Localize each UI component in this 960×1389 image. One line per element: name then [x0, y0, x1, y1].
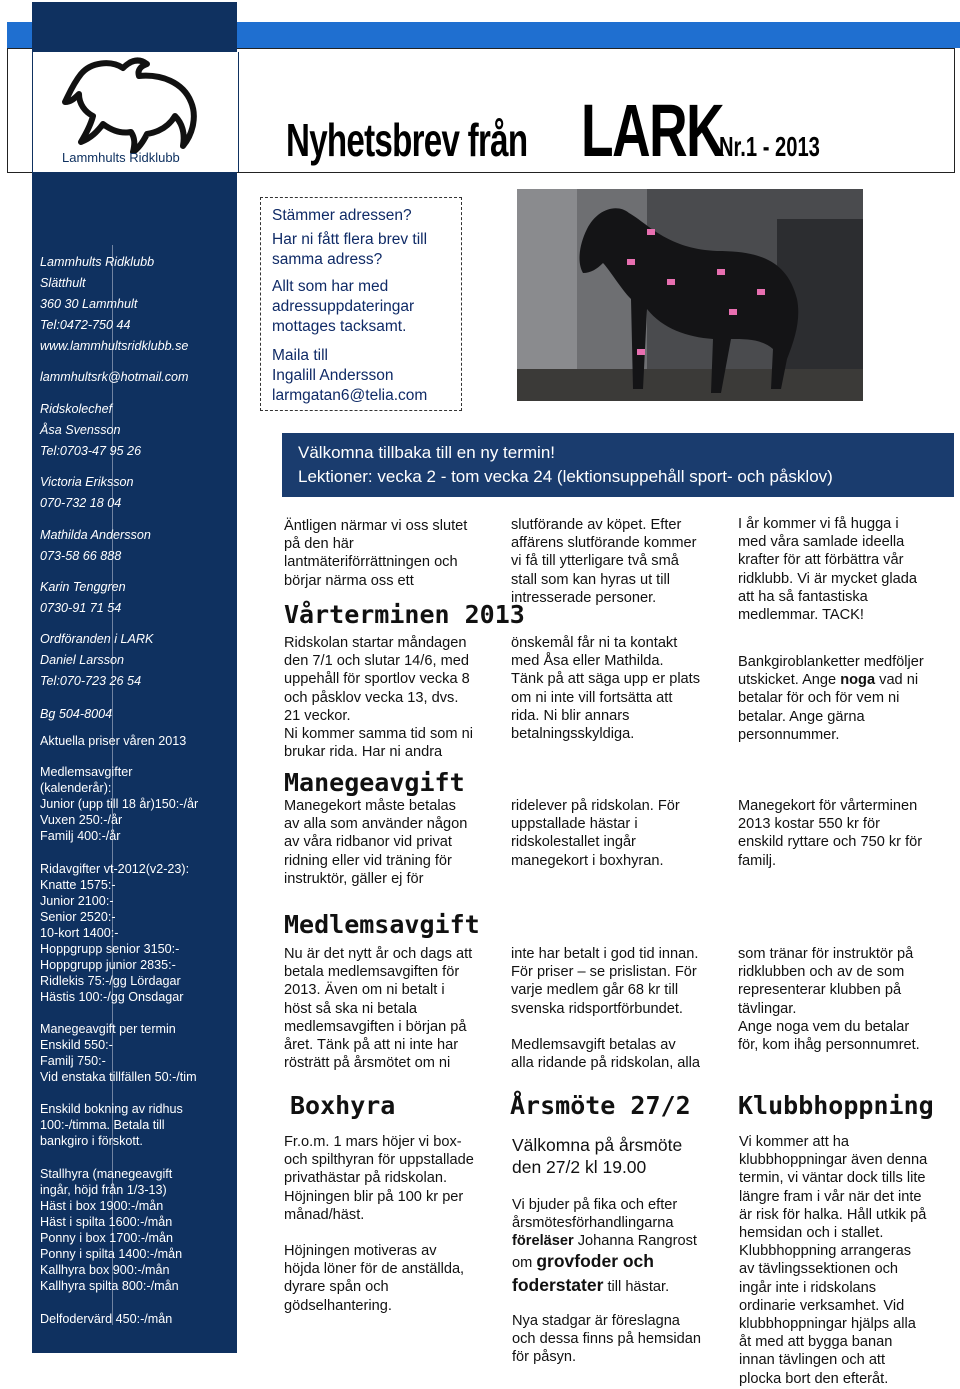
sidebar-manege-prices: [40, 1021, 197, 1085]
sidebar-line: Ordföranden i LARK: [40, 632, 154, 646]
address-line: Ingalill Andersson: [272, 367, 394, 384]
text-line: affärens slutförande kommer: [511, 535, 697, 552]
sidebar-line: Kallhyra box 900:-/mån: [40, 1263, 170, 1277]
text-line: krafter för att förbättra vår: [738, 552, 904, 569]
text-line: vi få till ytterligare två små: [511, 553, 679, 570]
sidebar-booking: [40, 1101, 183, 1149]
horse-logo-icon: [51, 54, 211, 154]
text-line: önskemål får ni ta kontakt: [511, 635, 678, 651]
text-line: som tränar för instruktör på: [738, 946, 914, 962]
sidebar-line: Ridlekis 75:-/gg Lördagar: [40, 974, 181, 988]
address-line: Har ni fått flera brev till: [272, 231, 428, 248]
text-line: av våra ridbanor vid privat: [284, 834, 452, 851]
section-heading-arsmote: Årsmöte 27/2: [510, 1091, 691, 1120]
text-bold: föreläser: [512, 1233, 574, 1250]
text-span: Johanna Rangrost: [573, 1233, 697, 1250]
medlemsavgift-col2: [511, 945, 700, 1072]
sidebar-line: Slätthult: [40, 276, 86, 290]
klubbhoppning-text: [739, 1133, 927, 1388]
text-line: om ni inte vill fortsätta att: [511, 689, 673, 706]
sidebar-website-link[interactable]: www.lammhultsridklubb.se: [40, 339, 189, 353]
section-heading-klubbhoppning: Klubbhoppning: [738, 1091, 934, 1120]
sidebar-line: Enskild bokning av ridhus: [40, 1102, 183, 1116]
text-span: utskicket. Ange: [738, 672, 841, 689]
sidebar-line: Junior 2100:-: [40, 894, 114, 908]
text-line: Välkomna på årsmöte: [512, 1135, 683, 1155]
sidebar-line: Vid enstaka tillfällen 50:-/tim: [40, 1070, 197, 1084]
text-line: Vi kommer att ha: [739, 1134, 850, 1150]
sidebar-bankgiro: Bg 504-8004: [40, 707, 113, 721]
address-line: samma adress?: [272, 251, 383, 268]
section-heading-boxhyra: Boxhyra: [290, 1091, 396, 1120]
sidebar-line: Knatte 1575:-: [40, 878, 116, 892]
text-line: betalar. Ange gärna: [738, 708, 865, 725]
page-title: [286, 88, 859, 172]
text-line: Vi bjuder på fika och efter: [512, 1197, 678, 1213]
text-line: Nu är det nytt år och dags att: [284, 946, 473, 962]
intro-col3: [738, 515, 917, 624]
text-line: Fr.o.m. 1 mars höjer vi box-: [284, 1134, 462, 1150]
sidebar-line: Victoria Eriksson: [40, 475, 134, 489]
sidebar-line: Manegeavgift per termin: [40, 1022, 176, 1036]
text-line: slutförande av köpet. Efter: [511, 517, 682, 533]
text-line: innan tävlingen och att: [739, 1352, 886, 1369]
text-line: dyrare spån och: [284, 1279, 389, 1296]
medlemsavgift-col1: [284, 945, 472, 1072]
text-line: I år kommer vi få hugga i: [738, 516, 899, 532]
text-line: med Åsa eller Mathilda.: [511, 653, 664, 670]
text-line: Ni kommer samma tid som ni: [284, 726, 473, 743]
sidebar-line: Familj 750:-: [40, 1054, 106, 1068]
varterminen-col2: [511, 634, 700, 743]
text-line: manegekort i boxhyran.: [511, 852, 664, 869]
text-line: året. Tänk på att ni inte har: [284, 1037, 459, 1054]
text-line: privathästar på ridskolan.: [284, 1170, 448, 1187]
text-line: av alla som använder någon: [284, 816, 468, 833]
text-line: ridskolestallet ingår: [511, 834, 636, 851]
text-line: tävlingar.: [738, 1000, 797, 1017]
sidebar-line: 10-kort 1400:-: [40, 926, 119, 940]
text-bold: grovfoder och: [536, 1251, 654, 1271]
sidebar-line: Tel:0472-750 44: [40, 318, 131, 332]
text-line: Manegekort måste betalas: [284, 798, 456, 814]
manegeavgift-col1: [284, 797, 467, 888]
sidebar-line: (kalenderår):: [40, 781, 112, 795]
sidebar-riding-prices: [40, 861, 189, 1005]
text-line: 21 veckor.: [284, 707, 351, 724]
sidebar-line: Stallhyra (manegeavgift: [40, 1167, 173, 1181]
text-line: höst så ska ni betala: [284, 1000, 418, 1017]
text-line: brukar rida. Har ni andra: [284, 744, 443, 761]
sidebar-line: Ponny i spilta 1400:-/mån: [40, 1247, 183, 1261]
text-line: höjda löner för de anställda,: [284, 1261, 465, 1278]
arsmote-text: [512, 1196, 697, 1251]
text-line: plocka bort den efteråt.: [739, 1370, 889, 1387]
text-line: uppehåll för sportlov vecka 8: [284, 671, 470, 688]
text-line: betala medlemsavgiften för: [284, 964, 460, 981]
text-line: varje medlem går 68 kr till: [511, 982, 679, 999]
text-line: börjar närma oss ett: [284, 572, 414, 589]
sidebar-line: Medlemsavgifter: [40, 765, 133, 779]
text-bold: foderstater: [512, 1275, 604, 1295]
sidebar-line: Tel:070-723 26 54: [40, 674, 142, 688]
banner-line: Lektioner: vecka 2 - tom vecka 24 (lektionsuppehåll sport- och påsklov): [298, 467, 833, 486]
sidebar-contact: [40, 254, 188, 359]
manegeavgift-col3: [738, 797, 922, 870]
varterminen-col3: [738, 653, 924, 744]
text-line: 2013 kostar 550 kr för: [738, 816, 880, 833]
text-line: den 27/2 kl 19.00: [512, 1157, 647, 1177]
text-line: instruktör, gäller ej för: [284, 870, 424, 887]
address-line: mottages tacksamt.: [272, 318, 407, 335]
sidebar-line: Lammhults Ridklubb: [40, 255, 155, 269]
text-line: rösträtt på årsmötet om ni: [284, 1055, 451, 1072]
sidebar-line: bankgiro i förskott.: [40, 1134, 143, 1148]
text-line: ingår inte i ridskolans: [739, 1279, 877, 1296]
text-line: Äntligen närmar vi oss slutet: [284, 518, 468, 534]
text-line: enskild ryttare och 750 kr för: [738, 834, 923, 851]
address-line: Stämmer adressen?: [272, 207, 412, 224]
sidebar-ridskolechef-label: Ridskolechef: [40, 402, 113, 416]
logo-text: Lammhults Ridklubb: [62, 150, 180, 165]
sidebar-email-link[interactable]: lammhultsrk@hotmail.com: [40, 370, 189, 384]
horse-photo: [517, 189, 863, 401]
text-line: betalningsskyldiga.: [511, 726, 635, 743]
text-line: ridning eller vid träning för: [284, 852, 452, 869]
text-line: Bankgiroblanketter medföljer: [738, 654, 924, 670]
text-line: För priser – se prislistan. För: [511, 964, 697, 981]
text-line: stall som kan hyras ut till: [511, 571, 670, 588]
sidebar-prices-title: Aktuella priser våren 2013: [40, 734, 187, 748]
text-line: och påsklov vecka 13, dvs.: [284, 689, 459, 706]
text-line: Medlemsavgift betalas av: [511, 1036, 676, 1053]
text-line: lantmäteriförrättningen och: [284, 554, 458, 571]
text-line: betalar för och för vem ni: [738, 690, 900, 707]
varterminen-col1: [284, 634, 473, 761]
text-bold: noga: [840, 672, 876, 689]
sidebar-membership-prices: [40, 764, 198, 844]
sidebar-line: 073-58 66 888: [40, 549, 122, 563]
sidebar-line: Hoppgrupp junior 2835:-: [40, 958, 176, 972]
sidebar-delfoder: Delfodervärd 450:-/mån: [40, 1312, 173, 1326]
arsmote-topic: [512, 1250, 669, 1298]
text-line: Tänk på att säga upp er plats: [511, 671, 701, 688]
text-line: ordinarie verksamhet. Vid: [739, 1297, 905, 1314]
banner-line: Välkomna tillbaka till en ny termin!: [298, 443, 556, 462]
text-line: alla ridande på ridskolan, alla: [511, 1055, 701, 1072]
horse-photo-image: [517, 189, 863, 401]
text-line: och dessa finns på hemsidan: [512, 1331, 702, 1348]
address-email-link[interactable]: larmgatan6@telia.com: [272, 387, 428, 404]
text-line: personnummer.: [738, 726, 840, 743]
spacer: [284, 1224, 474, 1242]
sidebar-line: Enskild 550:-: [40, 1038, 113, 1052]
text-line: uppstallade hästar i: [511, 816, 638, 833]
sidebar-line: ingår, höjd från 1/3-13): [40, 1183, 167, 1197]
sidebar-stable-prices: [40, 1166, 182, 1294]
sidebar-line: Hästis 100:-/gg Onsdagar: [40, 990, 184, 1004]
text-line: är risk för halka. Håll utkik på: [739, 1206, 927, 1223]
text-line: svenska ridsportförbundet.: [511, 1000, 683, 1017]
text-line: Klubbhoppning arrangeras: [739, 1243, 912, 1260]
sidebar-line: 100:-/timma. Betala till: [40, 1118, 165, 1132]
sidebar-line: Åsa Svensson: [40, 423, 121, 437]
text-line: intresserade personer.: [511, 589, 657, 606]
sidebar-line: Daniel Larsson: [40, 653, 125, 667]
text-line: längre fram i vår när det inte: [739, 1188, 922, 1205]
text-line: årsmötesförhandlingarna: [512, 1215, 674, 1232]
text-line: ridklubben och av de som: [738, 964, 905, 981]
sidebar-line: Tel:0703-47 95 26: [40, 444, 142, 458]
text-line: Höjningen motiveras av: [284, 1243, 437, 1260]
sidebar-line: Kallhyra spilta 800:-/mån: [40, 1279, 179, 1293]
text-line: 2013. Även om ni betalt i: [284, 982, 445, 999]
arsmote-stadgar: [512, 1312, 701, 1367]
sidebar-line: Häst i box 1900:-/mån: [40, 1199, 164, 1213]
text-line: den 7/1 och slutar 14/6, med: [284, 653, 469, 670]
section-heading-medlemsavgift: Medlemsavgift: [284, 910, 480, 939]
text-line: representerar klubben på: [738, 982, 902, 999]
text-line: och spilthyran för uppstallade: [284, 1152, 474, 1169]
manegeavgift-col2: [511, 797, 680, 870]
text-line: ridelever på ridskolan. För: [511, 798, 680, 814]
sidebar-line: 0730-91 71 54: [40, 601, 122, 615]
text-line: medlemsavgiften i början på: [284, 1018, 467, 1035]
spacer: [511, 1018, 700, 1036]
text-line: månad/häst.: [284, 1206, 365, 1223]
text-line: för, kom ihåg personnumret.: [738, 1037, 920, 1054]
text-line: Manegekort för vårterminen: [738, 798, 918, 814]
text-line: medlemmar. TACK!: [738, 607, 864, 624]
sidebar-line: Karin Tenggren: [40, 580, 126, 594]
title-main: Nyhetsbrev från: [286, 114, 528, 166]
boxhyra-text: [284, 1133, 474, 1315]
text-span: till hästar.: [603, 1279, 670, 1295]
text-line: hemsidan och i stallet.: [739, 1225, 884, 1242]
text-line: på den här: [284, 536, 354, 553]
text-line: med våra samlade ideella: [738, 534, 905, 551]
text-line: familj.: [738, 852, 777, 869]
text-line: Nya stadgar är föreslagna: [512, 1313, 680, 1329]
sidebar-line: 070-732 18 04: [40, 496, 122, 510]
sidebar-line: Häst i spilta 1600:-/mån: [40, 1215, 173, 1229]
text-line: gödselhantering.: [284, 1297, 392, 1314]
sidebar-line: Ponny i box 1700:-/mån: [40, 1231, 174, 1245]
arsmote-welcome: [512, 1134, 682, 1178]
text-span: om: [512, 1255, 537, 1271]
sidebar-line: Ridavgifter vt-2012(v2-23):: [40, 862, 190, 876]
section-heading-manegeavgift: Manegeavgift: [284, 768, 465, 797]
text-line: inte har betalt i god tid innan.: [511, 946, 699, 962]
text-line: åt med att bygga banan: [739, 1334, 893, 1351]
text-line: [738, 671, 924, 689]
sidebar-line: Junior (upp till 18 år)150:-/år: [40, 797, 199, 811]
text-line: av tävlingssektionen och: [739, 1261, 899, 1278]
section-heading-varterminen: Vårterminen 2013: [284, 600, 525, 629]
address-line: adressuppdateringar: [272, 298, 415, 315]
text-line: att ha så fantastiska: [738, 588, 868, 605]
address-line: Allt som har med: [272, 278, 389, 295]
title-lark: LARK: [581, 89, 724, 172]
sidebar-line: Vuxen 250:-/år: [40, 813, 123, 827]
sidebar-line: Mathilda Andersson: [40, 528, 151, 542]
text-line: rida. Ni blir annars: [511, 707, 630, 724]
text-line: [512, 1232, 697, 1250]
sidebar-line: Familj 400:-/år: [40, 829, 121, 843]
address-line: Maila till: [272, 347, 328, 364]
text-line: Ange noga vem du betalar: [738, 1018, 910, 1035]
sidebar-line: Senior 2520:-: [40, 910, 116, 924]
text-span: vad ni: [875, 672, 919, 689]
text-line: för påsyn.: [512, 1349, 577, 1366]
sidebar-line: Hoppgrupp senior 3150:-: [40, 942, 180, 956]
sidebar-line: 360 30 Lammhult: [40, 297, 138, 311]
intro-col1: [284, 517, 467, 590]
text-line: klubbhoppningar hjälps alla: [739, 1316, 916, 1333]
text-line: Höjningen blir på 100 kr per: [284, 1188, 464, 1205]
medlemsavgift-col3: [738, 945, 920, 1054]
text-line: klubbhoppningar även denna: [739, 1152, 928, 1169]
title-issue: Nr.1 - 2013: [718, 131, 820, 162]
text-line: termin, vi väntar dock tills lite: [739, 1170, 926, 1187]
text-line: ridklubb. Vi är mycket glada: [738, 570, 917, 587]
intro-col2: [511, 516, 697, 607]
text-line: Ridskolan startar måndagen: [284, 635, 467, 651]
